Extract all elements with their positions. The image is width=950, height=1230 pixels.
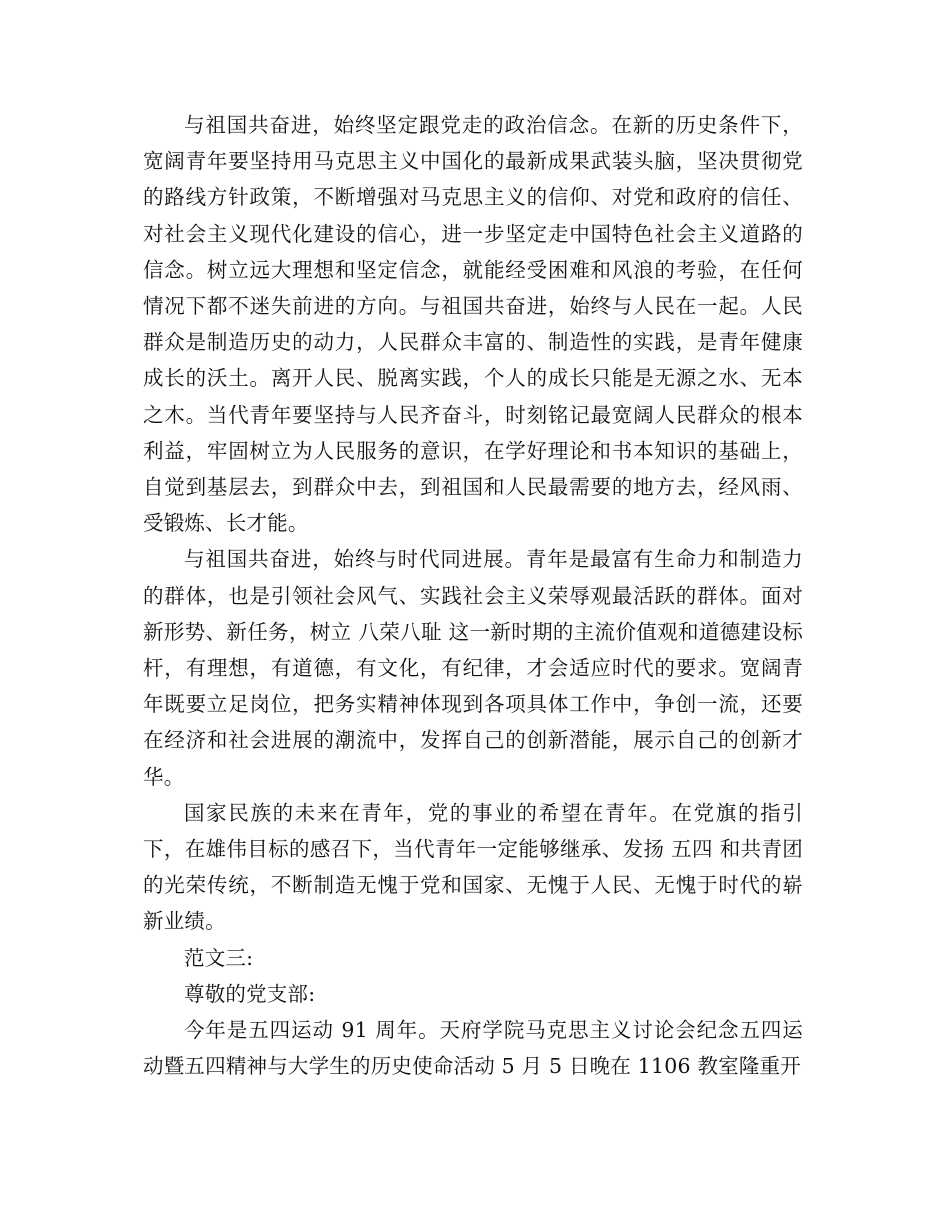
salutation: 尊敬的党支部: xyxy=(184,981,316,1006)
paragraph-4: 今年是五四运动 91 周年。天府学院马克思主义讨论会纪念五四运动暨五四精神与大学生的历史使命活动 5 月 5 日晚在 1106 教室隆重开 xyxy=(143,1018,803,1079)
paragraph-3: 国家民族的未来在青年，党的事业的希望在青年。在党旗的指引下，在雄伟目标的感召下，当代青年一定能够继承、发扬 五四 和共青团的光荣传统，不断制造无愧于党和国家、无愧于人民、无愧于时代的崭新业绩。 xyxy=(143,800,803,934)
document-body xyxy=(143,107,803,1084)
paragraph-1: 与祖国共奋进，始终坚定跟党走的政治信念。在新的历史条件下，宽阔青年要坚持用马克思主义中国化的最新成果武装头脑，坚决贯彻党的路线方针政策，不断增强对马克思主义的信仰、对党和政府的信任、对社会主义现代化建设的信心，进一步坚定走中国特色社会主义道路的信念。树立远大理想和坚定信念，就能经受困难和风浪的考验，在任何情况下都不迷失前进的方向。与祖国共奋进，始终与人民在一起。人民群众是制造历史的动力，人民群众丰富的、制造性的实践，是青年健康成长的沃土。离开人民、脱离实践，个人的成长只能是无源之水、无本之木。当代青年要坚持与人民齐奋斗，时刻铭记最宽阔人民群众的根本利益，牢固树立为人民服务的意识，在学好理论和书本知识的基础上，自觉到基层去，到群众中去，到祖国和人民最需要的地方去，经风雨、受锻炼、长才能。 xyxy=(143,113,803,536)
sample-heading: 范文三: xyxy=(184,945,254,970)
paragraph-2: 与祖国共奋进，始终与时代同进展。青年是最富有生命力和制造力的群体，也是引领社会风气、实践社会主义荣辱观最活跃的群体。面对新形势、新任务，树立 八荣八耻 这一新时期的主流价值观和道德建设标杆，有理想，有道德，有文化，有纪律，才会适应时代的要求。宽阔青年既要立足岗位，把务实精神体现到各项具体工作中，争创一流，还要在经济和社会进展的潮流中，发挥自己的创新潜能，展示自己的创新才华。 xyxy=(143,547,803,789)
